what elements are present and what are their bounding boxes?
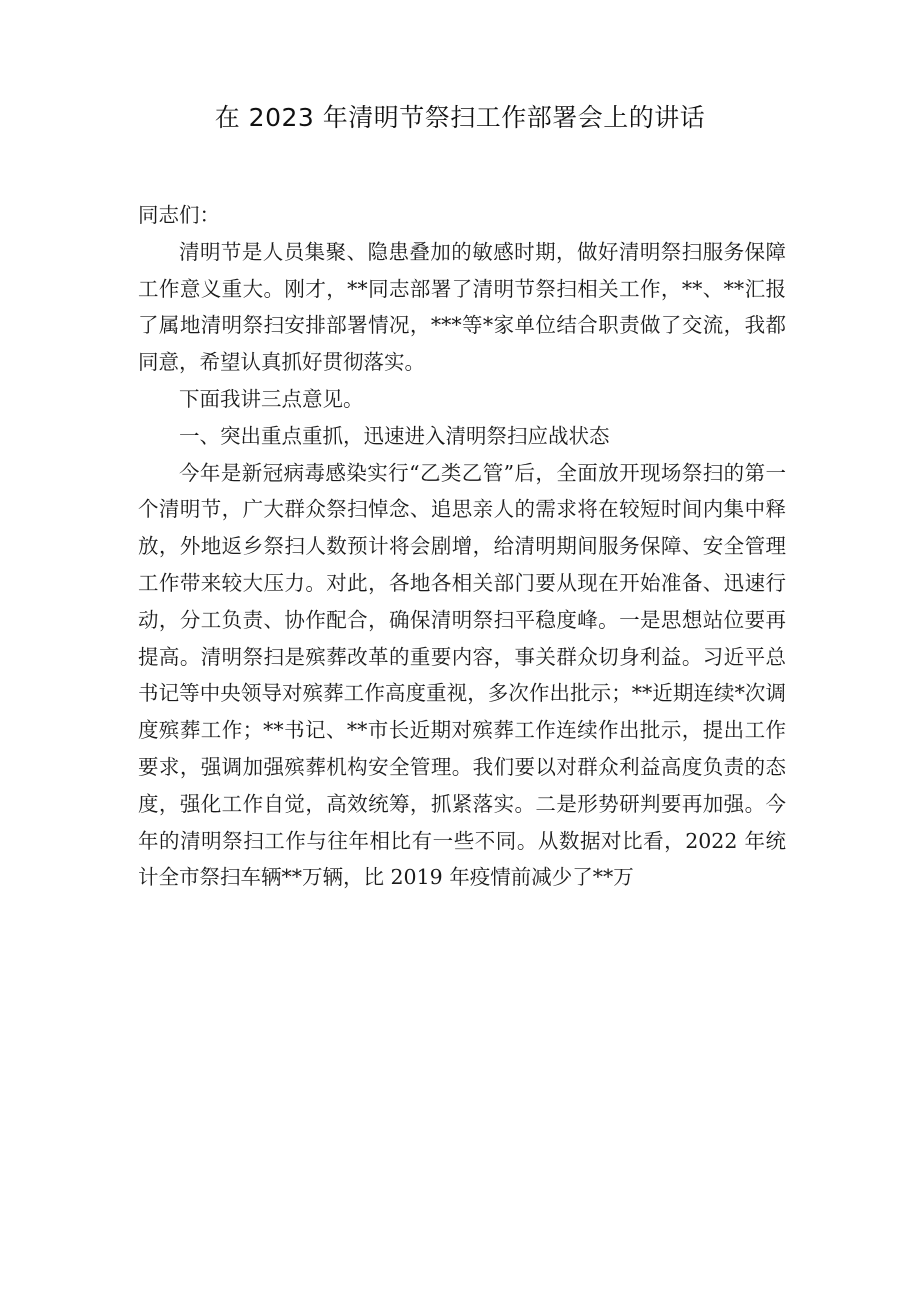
document-title: 在 2023 年清明节祭扫工作部署会上的讲话 xyxy=(214,103,706,132)
paragraph-intro: 清明节是人员集聚、隐患叠加的敏感时期，做好清明祭扫服务保障工作意义重大。刚才，**同志部署了清明节祭扫相关工作，**、**汇报了属地清明祭扫安排部署情况，***等*家单位结合职责做了交流，我都同意，希望认真抓好贯彻落实。 xyxy=(138,239,786,375)
paragraph-three-points: 下面我讲三点意见。 xyxy=(179,386,364,411)
paragraph-section-one-body: 今年是新冠病毒感染实行“乙类乙管”后，全面放开现场祭扫的第一个清明节，广大群众祭扫悼念、追思亲人的需求将在较短时间内集中释放，外地返乡祭扫人数预计将会剧增，给清明期间服务保障、安全管理工作带来较大压力。对此，各地各相关部门要从现在开始准备、迅速行动，分工负责、协作配合，确保清明祭扫平稳度峰。一是思想站位要再提高。清明祭扫是殡葬改革的重要内容，事关群众切身利益。习近平总书记等中央领导对殡葬工作高度重视，多次作出批示；**近期连续*次调度殡葬工作；**书记、**市长近期对殡葬工作连续作出批示，提出工作要求，强调加强殡葬机构安全管理。我们要以对群众利益高度负责的态度，强化工作自觉，高效统筹，抓紧落实。二是形势研判要再加强。今年的清明祭扫工作与往年相比有一些不同。从数据对比看，2022 年统计全市祭扫车辆**万辆，比 2019 年疫情前减少了**万 xyxy=(138,460,786,890)
greeting-line: 同志们： xyxy=(138,203,220,227)
section-heading-one: 一、突出重点重抓，迅速进入清明祭扫应战状态 xyxy=(179,423,610,448)
document-body xyxy=(138,197,786,896)
